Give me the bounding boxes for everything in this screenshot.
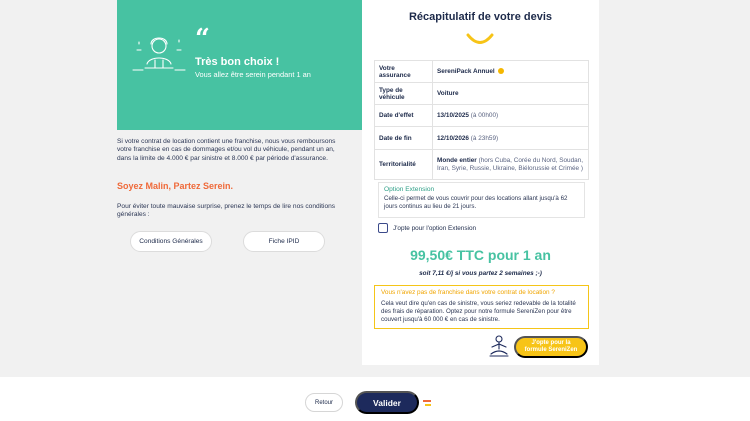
row-label: Date de fin <box>375 127 433 150</box>
hero-banner <box>117 0 362 130</box>
territory-exclusions: (hors Cuba, Corée du Nord, Soudan, Iran, Syrie, Russie, Ukraine, Biélorussie et Crimée ) <box>437 156 584 172</box>
franchise-description: Si votre contrat de location contient une franchise, nous vous remboursons votre franchise en cas de dommages et/ou vol du véhicule, pendant un an, dans la limite de 4.000 € par sinistre et 8.000 € par période d'assurance. <box>117 138 336 162</box>
extension-option-box <box>378 182 585 218</box>
row-value <box>433 61 589 83</box>
table-row <box>375 83 589 105</box>
quote-summary-card <box>362 0 599 365</box>
extension-description: Celle-ci permet de vous couvrir pour des locations allant jusqu'à 62 jours continus au lieu de 21 jours. <box>384 195 568 210</box>
loading-indicator-icon <box>423 399 432 409</box>
territory-value: Monde entier <box>437 156 477 164</box>
start-time: (à 00h00) <box>470 112 499 119</box>
insurance-value: SereniPack Annuel <box>437 68 495 75</box>
person-meditating-icon <box>129 30 189 80</box>
warning-title: Vous n'avez pas de franchise dans votre contrat de location ? <box>381 289 555 296</box>
quote-icon: “ <box>195 24 210 54</box>
price-per-day: soit 7,11 €/j si vous partez 2 semaines ;-) <box>419 270 542 277</box>
extension-title: Option Extension <box>384 186 435 193</box>
extension-checkbox[interactable] <box>378 223 388 233</box>
row-value <box>433 83 589 105</box>
warning-description: Cela veut dire qu'en cas de sinistre, vous seriez redevable de la totalité des frais de réparation. Optez pour notre formule SereniZen pour être couvert jusqu'à 60 000 € en cas de sinistre. <box>381 300 576 323</box>
row-label: Type de véhicule <box>375 83 433 105</box>
hero-subtitle: Vous allez être serein pendant 1 an <box>195 70 311 79</box>
footer-bar <box>0 377 750 421</box>
extension-checkbox-row[interactable] <box>378 223 476 233</box>
table-row <box>375 150 589 180</box>
slogan: Soyez Malin, Partez Serein. <box>117 181 234 191</box>
table-row <box>375 105 589 127</box>
row-label: Territorialité <box>375 150 433 180</box>
smile-icon <box>465 32 495 46</box>
row-value <box>433 150 589 180</box>
hero-title: Très bon choix ! <box>195 56 280 68</box>
conditions-generales-button[interactable]: Conditions Générales <box>130 231 212 252</box>
row-label: Votre assurance <box>375 61 433 83</box>
end-time: (à 23h59) <box>470 134 499 142</box>
conditions-intro: Pour éviter toute mauvaise surprise, prenez le temps de lire nos conditions générales : <box>117 203 336 219</box>
vehicle-value: Voiture <box>437 90 459 97</box>
info-icon[interactable] <box>498 68 504 74</box>
extension-checkbox-label: J'opte pour l'option Extension <box>393 224 477 232</box>
table-row <box>375 127 589 150</box>
end-date-value: 12/10/2026 <box>437 134 469 142</box>
back-button[interactable]: Retour <box>305 393 343 412</box>
submit-button[interactable]: Valider <box>355 391 419 414</box>
table-row <box>375 61 589 83</box>
row-value <box>433 127 589 150</box>
row-label: Date d'effet <box>375 105 433 127</box>
summary-table <box>374 60 589 180</box>
no-franchise-warning <box>374 285 589 329</box>
price-total: 99,50€ TTC pour 1 an <box>410 247 551 263</box>
summary-title: Récapitulatif de votre devis <box>408 11 553 23</box>
serenizen-button[interactable]: J'opte pour la formule SereniZen <box>514 336 588 358</box>
start-date-value: 13/10/2025 <box>437 112 469 119</box>
fiche-ipid-button[interactable]: Fiche IPID <box>243 231 325 252</box>
row-value <box>433 105 589 127</box>
zen-meditation-icon <box>488 334 510 358</box>
